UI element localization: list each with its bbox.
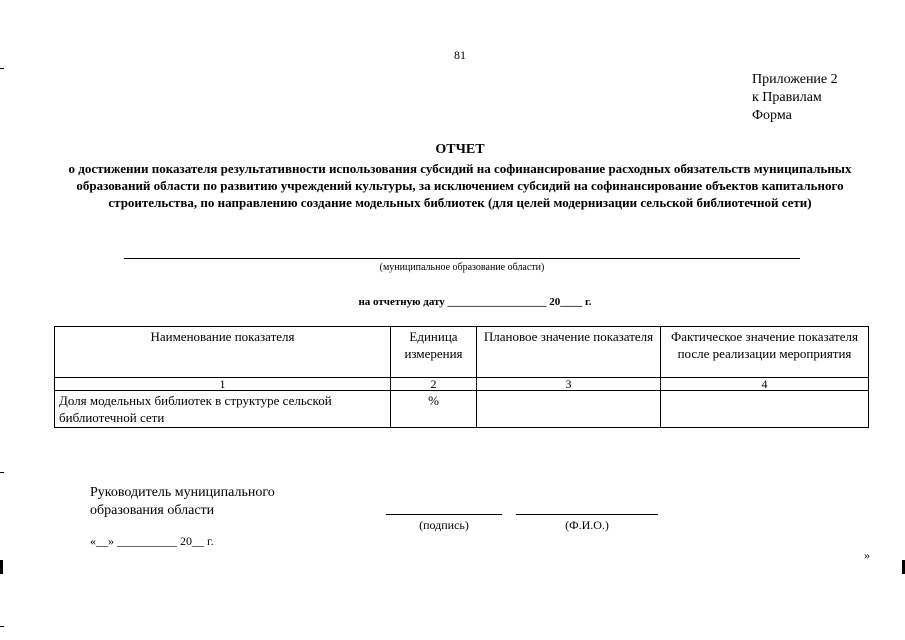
cell-planned <box>477 391 661 428</box>
report-date: на отчетную дату __________________ 20____ г. <box>358 296 592 308</box>
cell-unit: % <box>391 391 477 428</box>
appendix-note <box>752 71 838 125</box>
column-number-row <box>55 378 869 391</box>
signature-line <box>386 514 502 515</box>
name-line <box>516 514 658 515</box>
table-row <box>55 391 869 428</box>
appendix-line-1: Приложение 2 <box>752 72 838 87</box>
signature-date: «__» __________ 20__ г. <box>90 534 214 548</box>
indicator-table <box>54 326 869 428</box>
scan-edge-mark <box>0 472 4 473</box>
name-caption: (Ф.И.О.) <box>565 518 609 532</box>
signature-caption: (подпись) <box>419 518 469 532</box>
report-subtitle: о достижении показателя результативности использования субсидий на софинансирование расходных обязательств муниципальных образований области по развитию учреждений культуры, за исключением субсидий на софинансирование объектов капитального строительства, по направлению создание модельных библиотек (для целей модернизации сельской библиотечной сети) <box>68 161 852 210</box>
page-number: 81 <box>454 48 466 62</box>
scan-edge-mark <box>0 560 3 574</box>
scan-edge-mark <box>0 626 4 627</box>
header-planned-value: Плановое значение показателя <box>477 327 661 378</box>
column-number: 4 <box>661 378 869 391</box>
report-title: ОТЧЕТ <box>435 142 485 157</box>
municipality-fill-line <box>124 258 800 259</box>
column-number: 2 <box>391 378 477 391</box>
table-header-row <box>55 327 869 378</box>
column-number: 3 <box>477 378 661 391</box>
appendix-line-2: к Правилам <box>752 90 822 105</box>
header-indicator-name: Наименование показателя <box>55 327 391 378</box>
signatory-title <box>90 484 275 520</box>
header-unit: Единица измерения <box>391 327 477 378</box>
municipality-caption: (муниципальное образование области) <box>379 262 545 273</box>
signatory-title-line-1: Руководитель муниципального <box>90 485 275 500</box>
closing-quote: » <box>864 548 870 562</box>
header-actual-value: Фактическое значение показателя после реализации мероприятия <box>661 327 869 378</box>
cell-actual <box>661 391 869 428</box>
scan-edge-mark <box>0 68 4 69</box>
appendix-line-3: Форма <box>752 108 792 123</box>
column-number: 1 <box>55 378 391 391</box>
cell-indicator: Доля модельных библиотек в структуре сельской библиотечной сети <box>55 391 391 428</box>
signatory-title-line-2: образования области <box>90 503 215 518</box>
